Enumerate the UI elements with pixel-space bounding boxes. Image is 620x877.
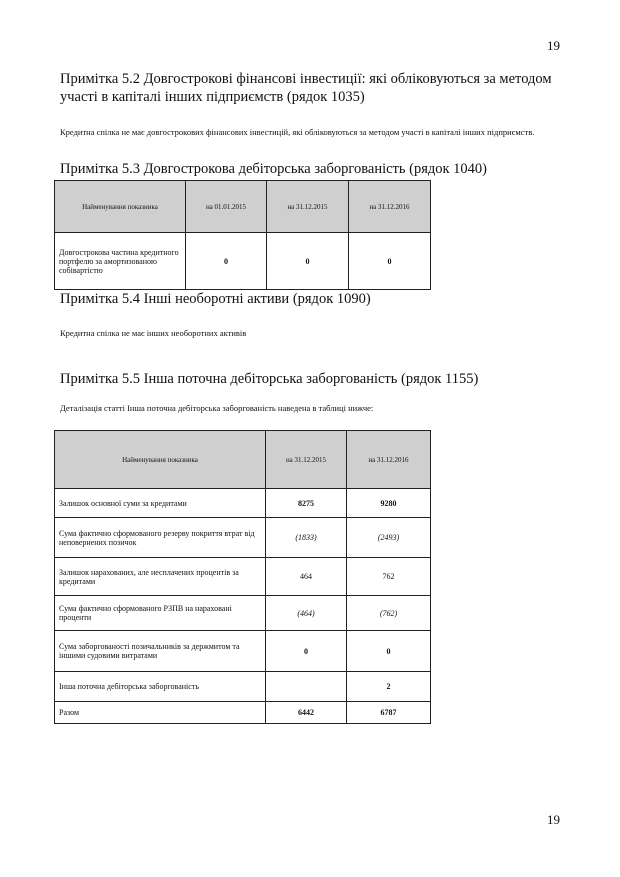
header-cell: на 31.12.2016 <box>347 431 431 489</box>
note-5-2-title-line2: участі в капіталі інших підприємств (рядок 1035) <box>60 89 365 105</box>
note-5-2-text: Кредитна спілка не має довгострокових фінансових інвестицій, які обліковуються за методом участі в капіталі інших підприємств. <box>60 127 535 137</box>
header-cell: Найменування показника <box>55 431 266 489</box>
header-cell: на 31.12.2015 <box>267 181 349 233</box>
note-5-2-title <box>60 70 580 106</box>
table-row <box>55 558 431 596</box>
table-header-row <box>55 181 431 233</box>
cell-value: 464 <box>266 558 347 596</box>
cell-value: 0 <box>266 631 347 672</box>
page-number-bottom: 19 <box>547 812 560 827</box>
row-label: Сума фактично сформованого РЗПВ на нараховані проценти <box>55 596 266 631</box>
note-5-5-title: Примітка 5.5 Інша поточна дебіторська заборгованість (рядок 1155) <box>60 371 479 387</box>
table-row <box>55 233 431 290</box>
table-row <box>55 518 431 558</box>
row-label: Інша поточна дебіторська заборгованість <box>55 672 266 702</box>
table-row <box>55 672 431 702</box>
cell-value: (2493) <box>347 518 431 558</box>
table-row <box>55 489 431 518</box>
note-5-5-table <box>54 430 431 724</box>
cell-value: 9280 <box>347 489 431 518</box>
cell-value: 6442 <box>266 702 347 724</box>
cell-value: 6787 <box>347 702 431 724</box>
cell-value: 762 <box>347 558 431 596</box>
note-5-2-title-line1: Примітка 5.2 Довгострокові фінансові інвестиції: які обліковуються за методом <box>60 71 552 87</box>
note-5-3-title: Примітка 5.3 Довгострокова дебіторська заборгованість (рядок 1040) <box>60 161 488 177</box>
row-label: Залишок основної суми за кредитами <box>55 489 266 518</box>
row-label: Довгострокова частина кредитного портфелю за амортизованою собівартістю <box>55 233 186 290</box>
page-number-top: 19 <box>547 38 560 53</box>
row-label: Сума фактично сформованого резерву покриття втрат від неповернених позичок <box>55 518 266 558</box>
note-5-3-table <box>54 180 431 290</box>
table-row <box>55 631 431 672</box>
cell-value: 0 <box>267 233 349 290</box>
cell-value: (464) <box>266 596 347 631</box>
cell-value: 2 <box>347 672 431 702</box>
header-cell: Найменування показника <box>55 181 186 233</box>
cell-value: 0 <box>186 233 267 290</box>
row-label: Разом <box>55 702 266 724</box>
row-label: Залишок нарахованих, але несплачених процентів за кредитами <box>55 558 266 596</box>
note-5-5-text: Деталізація статті Інша поточна дебіторська заборгованість наведена в таблиці нижче: <box>60 403 374 413</box>
table-row <box>55 596 431 631</box>
table-row <box>55 702 431 724</box>
cell-value: 0 <box>349 233 431 290</box>
cell-value: 8275 <box>266 489 347 518</box>
note-5-4-title: Примітка 5.4 Інші необоротні активи (рядок 1090) <box>60 291 371 307</box>
cell-value <box>266 672 347 702</box>
header-cell: на 31.12.2016 <box>349 181 431 233</box>
header-cell: на 01.01.2015 <box>186 181 267 233</box>
note-5-4-text: Кредитна спілка не має інших необоротних активів <box>60 328 247 338</box>
table-header-row <box>55 431 431 489</box>
row-label: Сума заборгованості позичальників за держмитом та іншими судовими витратами <box>55 631 266 672</box>
cell-value: (1833) <box>266 518 347 558</box>
cell-value: 0 <box>347 631 431 672</box>
header-cell: на 31.12.2015 <box>266 431 347 489</box>
cell-value: (762) <box>347 596 431 631</box>
